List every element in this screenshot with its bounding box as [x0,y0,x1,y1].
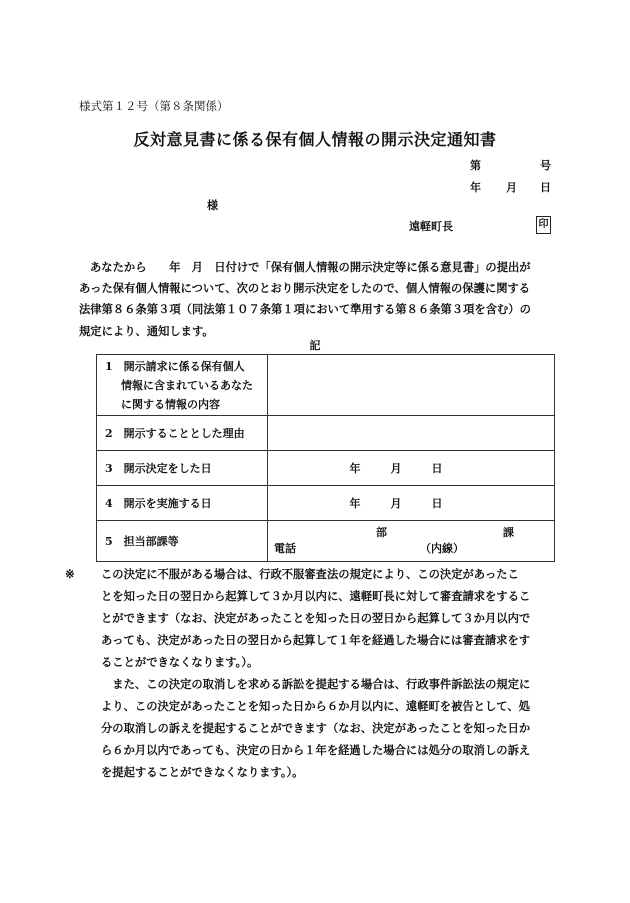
note-mark: ※ [65,567,75,581]
ki-heading: 記 [309,339,321,352]
note-line: を提起することができなくなります。）。 [101,765,304,779]
year-label: 年 [349,462,361,475]
table-row [97,416,555,451]
recipient-honorific: 様 [207,199,218,212]
document-title: 反対意見書に係る保有個人情報の開示決定通知書 [133,130,497,149]
note-line: あっても、決定があった日の翌日から起算して１年を経過した場合には審査請求をす [101,633,531,647]
decision-date-label: 3 開示決定をした日 [97,451,268,486]
number-suffix: 号 [540,159,551,172]
note-line: より、この決定があったことを知った日から６か月以内に、遠軽町を被告として、処 [101,699,530,713]
note-line: ることができなくなります。）。 [101,655,259,669]
body-line: あった保有個人情報について、次のとおり開示決定をしたので、個人情報の保護に関する [79,281,531,296]
label-line: に関する情報の内容 [121,397,220,411]
body-line: あなたから 年 月 日付けで「保有個人情報の開示決定等に係る意見書」の提出が [90,260,531,274]
label-line: 情報に含まれているあなた [121,378,253,392]
details-table [96,354,555,562]
body-line: 法律第８６条第３項（同法第１０７条第１項において準用する第８６条第３項を含む）の [79,302,531,317]
sender-name: 遠軽町長 [409,220,453,233]
note-line: とができます（なお、決定があったことを知った日の翌日から起算して３か月以内で [101,611,531,625]
section-label: 課 [503,525,514,539]
extension-label: （内線） [420,541,464,555]
info-content-label [97,355,268,416]
contact-department-value [268,521,555,562]
implementation-date-label: 4 開示を実施する日 [97,486,268,521]
month-label: 月 [390,497,402,510]
seal-mark: 印 [536,216,551,234]
date-year-label: 年 [470,181,481,194]
body-paragraph [79,257,553,342]
implementation-date-value [268,486,555,521]
date-day-label: 日 [540,181,551,194]
table-row [97,486,555,521]
notes-section [65,563,553,783]
note-line: ら６か月以内であっても、決定の日から１年を経過した場合には処分の取消しの訴え [101,743,531,757]
reason-label: 2 開示することとした理由 [97,416,268,451]
table-row [97,521,555,562]
table-row [97,451,555,486]
phone-label: 電話 [274,541,296,555]
note-line: この決定に不服がある場合は、行政不服審査法の規定により、この決定があったこ [101,567,519,581]
form-number-label: 様式第１２号（第８条関係） [79,99,229,113]
body-line: 規定により、通知します。 [79,323,214,338]
decision-date-value [268,451,555,486]
day-label: 日 [431,497,443,510]
note-line: とを知った日の翌日から起算して３か月以内に、遠軽町長に対して審査請求をするこ [101,589,531,603]
info-content-value [268,355,555,416]
day-label: 日 [431,462,443,475]
label-line: 1 開示請求に係る保有個人 [105,359,245,373]
date-month-label: 月 [506,181,517,194]
month-label: 月 [390,462,402,475]
contact-department-label: 5 担当部課等 [97,521,268,562]
department-label: 部 [376,525,387,539]
note-line: 分の取消しの訴えを提起することができます（なお、決定があったことを知った日か [101,721,531,735]
number-prefix: 第 [470,159,481,172]
reason-value [268,416,555,451]
table-row [97,355,555,416]
note-line: また、この決定の取消しを求める訴訟を提起する場合は、行政事件訴訟法の規定に [101,677,531,691]
year-label: 年 [349,497,361,510]
